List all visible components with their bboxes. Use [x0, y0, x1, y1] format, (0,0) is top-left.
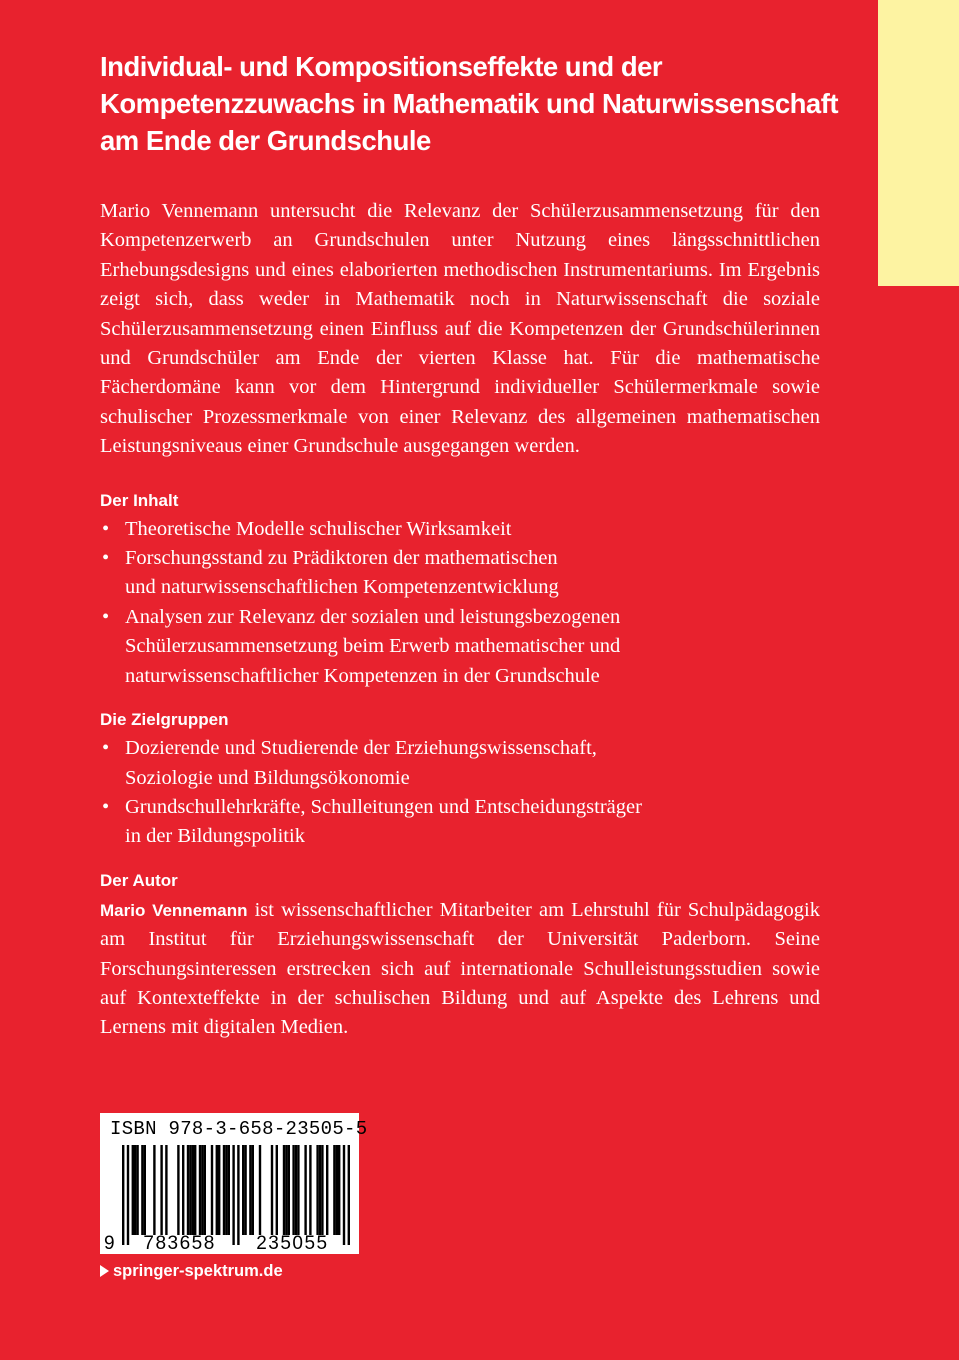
list-item-line: Theoretische Modelle schulischer Wirksamkeit — [125, 517, 512, 540]
barcode-bar — [177, 1145, 179, 1235]
barcode-bar — [141, 1145, 143, 1235]
barcode-bar — [223, 1145, 225, 1235]
barcode-bar — [211, 1145, 213, 1235]
author-bio — [100, 896, 820, 1043]
barcode-bar — [153, 1145, 155, 1235]
author-bio-text: ist wissenschaftlicher Mitarbeiter am Lehrstuhl für Schulpädagogik am Institut für Erziehungswissenschaft der Universität Paderborn. Seine Forschungsinteressen erstrecken sich auf internationale Schulleistungsstudien sowie auf Kontexteffekte in der schulischen Bildung und auf Aspekte des Lehrens und Lernens mit digitalen Medien. — [100, 898, 820, 1039]
barcode-bar — [252, 1145, 254, 1235]
list-item — [100, 544, 820, 603]
bullet-icon: • — [102, 737, 110, 760]
barcode-bar — [326, 1145, 328, 1235]
barcode-bar — [228, 1145, 230, 1235]
list-item-line: Soziologie und Bildungsökonomie — [125, 766, 410, 789]
list-item — [100, 515, 820, 544]
list-item — [100, 734, 820, 793]
barcode-guard-bar — [232, 1145, 234, 1245]
barcode-bar — [204, 1145, 206, 1235]
isbn-barcode — [100, 1113, 368, 1254]
barcode-bar — [283, 1145, 285, 1235]
barcode-bar — [336, 1145, 338, 1235]
barcode-bar — [187, 1145, 189, 1235]
barcode-bar — [134, 1145, 136, 1235]
publisher-link[interactable] — [100, 1262, 283, 1281]
list-item-line: Dozierende und Studierende der Erziehungswissenschaft, — [125, 737, 597, 760]
list-item-line: Forschungsstand zu Prädiktoren der mathematischen — [125, 547, 558, 570]
list-item-line: Grundschullehrkräfte, Schulleitungen und Entscheidungsträger — [125, 795, 642, 818]
barcode-bar — [144, 1145, 146, 1235]
barcode-bar — [244, 1145, 246, 1235]
list-item-line: und naturwissenschaftlichen Kompetenzentwicklung — [125, 576, 559, 599]
barcode-bar — [316, 1145, 318, 1235]
list-item — [100, 603, 820, 691]
barcode-bar — [189, 1145, 191, 1235]
barcode-bar — [271, 1145, 273, 1235]
barcode-digits-left: 783658 — [143, 1233, 216, 1254]
barcode-bar — [285, 1145, 287, 1235]
barcode-guard-bar — [343, 1145, 345, 1245]
barcode-bar — [333, 1145, 335, 1235]
barcode-bar — [259, 1145, 261, 1235]
barcode-bar — [201, 1145, 203, 1235]
inhalt-list — [100, 515, 820, 691]
bullet-icon: • — [102, 517, 110, 540]
barcode-guard-bar — [348, 1145, 350, 1245]
yellow-color-tab — [878, 0, 959, 286]
barcode-bar — [321, 1145, 323, 1235]
barcode-guard-bar — [122, 1145, 124, 1245]
barcode-bar — [132, 1145, 134, 1235]
barcode-bar — [165, 1145, 167, 1235]
barcode-bar — [216, 1145, 218, 1235]
autor-heading: Der Autor — [100, 870, 178, 890]
title-line: am Ende der Grundschule — [100, 125, 431, 156]
barcode-bar — [276, 1145, 278, 1235]
barcode-bar — [136, 1145, 138, 1235]
barcode-bar — [288, 1145, 290, 1235]
list-item-line: naturwissenschaftlicher Kompetenzen in der Grundschule — [125, 664, 600, 687]
list-item-line: Schülerzusammensetzung beim Erwerb mathematischer und — [125, 635, 621, 658]
back-cover-content — [100, 48, 839, 1043]
barcode-guard-bar — [127, 1145, 129, 1245]
list-item-line: Analysen zur Relevanz der sozialen und leistungsbezogenen — [125, 605, 621, 628]
barcode-guard-bar — [237, 1145, 239, 1245]
list-item-line: in der Bildungspolitik — [125, 825, 305, 848]
bullet-icon: • — [102, 547, 110, 570]
barcode-bar — [304, 1145, 306, 1235]
zielgruppen-heading: Die Zielgruppen — [100, 710, 229, 730]
inhalt-heading: Der Inhalt — [100, 490, 179, 510]
barcode-bar — [160, 1145, 162, 1235]
zielgruppen-list — [100, 734, 820, 852]
bullet-icon: • — [102, 605, 110, 628]
barcode-bar — [218, 1145, 220, 1235]
isbn-label: ISBN 978-3-658-23505-5 — [110, 1118, 368, 1140]
publisher-url: springer-spektrum.de — [113, 1262, 283, 1280]
title-line: Kompetenzzuwachs in Mathematik und Naturwissenschaft — [100, 88, 839, 119]
barcode-bar — [309, 1145, 311, 1235]
barcode-bar — [295, 1145, 297, 1235]
summary-text: Mario Vennemann untersucht die Relevanz der Schülerzusammensetzung für den Kompetenzerwerb an Grundschulen unter Nutzung eines längsschnittlichen Erhebungsdesigns und eines elaborierten methodischen Instrumentariums. Im Ergebnis zeigt sich, dass weder in Mathematik noch in Naturwissenschaft die soziale Schülerzusammensetzung einen Einfluss auf die Kompetenzen der Grundschülerinnen und Grundschüler am Ende der vierten Klasse hat. Für die mathematische Fächerdomäne kann vor dem Hintergrund individueller Schülermerkmale sowie schulischer Prozessmerkmale von einer Relevanz des allgemeinen mathematischen Leistungsniveaus einer Grundschule ausgegangen werden. — [100, 200, 820, 458]
barcode-bar — [182, 1145, 184, 1235]
barcode-bar — [249, 1145, 251, 1235]
barcode-bar — [242, 1145, 244, 1235]
barcode-bar — [319, 1145, 321, 1235]
title-line: Individual- und Kompositionseffekte und der — [100, 51, 663, 82]
arrow-right-icon — [100, 1265, 109, 1277]
author-name: Mario Vennemann — [100, 900, 248, 920]
barcode-bar — [192, 1145, 194, 1235]
barcode-bar — [297, 1145, 299, 1235]
barcode-digits-right: 235055 — [256, 1233, 329, 1254]
barcode-bar — [199, 1145, 201, 1235]
book-title — [100, 48, 839, 159]
barcode-bar — [225, 1145, 227, 1235]
barcode-digit-first: 9 — [103, 1233, 117, 1254]
bullet-icon: • — [102, 795, 110, 818]
barcode-bar — [292, 1145, 294, 1235]
barcode-bar — [194, 1145, 196, 1235]
list-item — [100, 793, 820, 852]
barcode-bar — [338, 1145, 340, 1235]
